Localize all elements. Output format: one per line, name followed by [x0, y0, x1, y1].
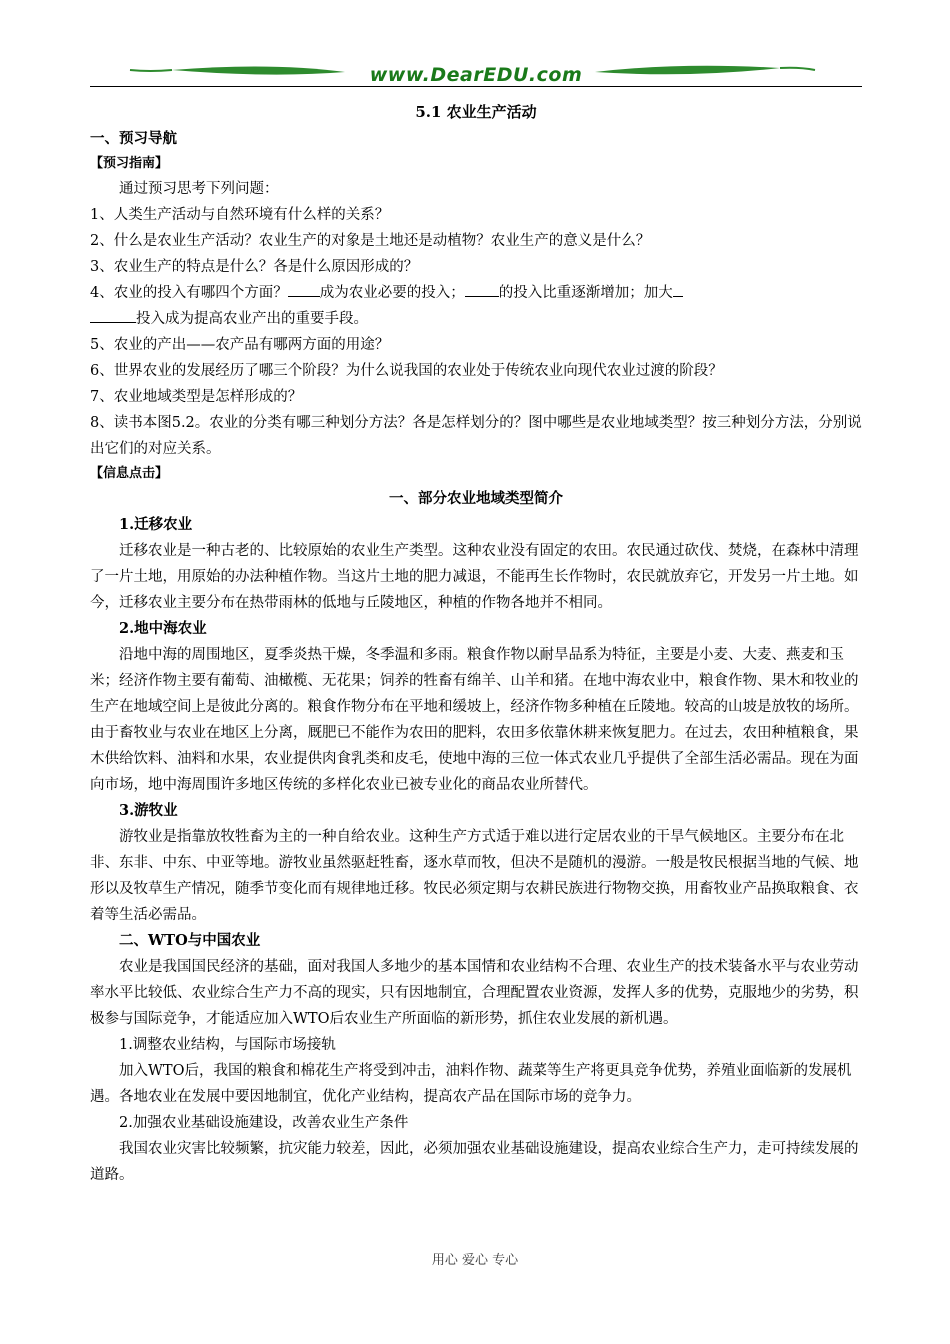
question-4-part-d: 投入成为提高农业产出的重要手段。	[136, 311, 368, 327]
info-heading-2: 二、WTO与中国农业	[119, 932, 261, 949]
wto-point-1-title: 1.调整农业结构，与国际市场接轨	[119, 1037, 336, 1053]
subsection-1-title: 1.迁移农业	[119, 516, 193, 533]
info-click-label: 【信息点击】	[90, 466, 169, 481]
doc-title: 5.1 农业生产活动	[415, 103, 537, 121]
question-5: 5、农业的产出——农产品有哪两方面的用途？	[90, 337, 390, 353]
fill-blank-3b	[90, 308, 136, 323]
question-7: 7、农业地域类型是怎样形成的？	[90, 389, 303, 405]
section1-heading: 一、预习导航	[90, 130, 177, 147]
subsection-2-title: 2.地中海农业	[119, 620, 207, 637]
header-rule	[90, 86, 862, 87]
question-2: 2、什么是农业生产活动？农业生产的对象是土地还是动植物？农业生产的意义是什么？	[90, 233, 651, 249]
subsection-1-text: 迁移农业是一种古老的、比较原始的农业生产类型。这种农业没有固定的农田。农民通过砍伐、焚烧，在森林中清理了一片土地，用原始的办法种植作物。当这片土地的肥力减退，不能再生长作物时，农民就放弃它，开发另一片土地。如今，迁移农业主要分布在热带雨林的低地与丘陵地区，种植的作物各地并不相同。	[90, 543, 859, 611]
subsection-3-title: 3.游牧业	[119, 802, 178, 819]
wto-point-1-text: 加入WTO后，我国的粮食和棉花生产将受到冲击，油料作物、蔬菜等生产将更具竞争优势，养殖业面临新的发展机遇。各地农业在发展中要因地制宜，优化产业结构，提高农产品在国际市场的竞争力。	[90, 1063, 852, 1105]
wto-point-2-text: 我国农业灾害比较频繁，抗灾能力较差，因此，必须加强农业基础设施建设，提高农业综合生产力，走可持续发展的道路。	[90, 1141, 859, 1183]
question-3: 3、农业生产的特点是什么？各是什么原因形成的？	[90, 259, 419, 275]
site-url[interactable]: www.DearEDU.com	[369, 64, 583, 86]
fill-blank-1	[288, 282, 320, 297]
question-4	[90, 280, 862, 332]
question-4-part-b: 成为农业必要的投入；	[319, 285, 465, 301]
fill-blank-2	[465, 282, 499, 297]
question-1: 1、人类生产活动与自然环境有什么样的关系？	[90, 207, 390, 223]
question-6: 6、世界农业的发展经历了哪三个阶段？为什么说我国的农业处于传统农业向现代农业过渡的阶段？	[90, 363, 723, 379]
info-heading-1: 一、部分农业地域类型简介	[389, 490, 563, 507]
intro-text: 通过预习思考下列问题：	[119, 181, 279, 197]
subsection-3-text: 游牧业是指靠放牧牲畜为主的一种自给农业。这种生产方式适于难以进行定居农业的干旱气候地区。主要分布在北非、东非、中东、中亚等地。游牧业虽然驱赶牲畜，逐水草而牧，但决不是随机的漫游。一般是牧民根据当地的气候、地形以及牧草生产情况，随季节变化而有规律地迁移。牧民必须定期与农耕民族进行物物交换，用畜牧业产品换取粮食、衣着等生活必需品。	[90, 829, 859, 923]
preview-guide-label: 【预习指南】	[90, 156, 169, 171]
question-4-part-c: 的投入比重逐渐增加；加大	[498, 285, 673, 301]
document-body	[90, 98, 862, 1188]
question-4-part-a: 4、农业的投入有哪四个方面？	[90, 285, 288, 301]
page-footer: 用心 爱心 专心	[431, 1253, 519, 1268]
question-8: 8、读书本图5.2。农业的分类有哪三种划分方法？各是怎样划分的？图中哪些是农业地域类型？按三种划分方法，分别说出它们的对应关系。	[90, 415, 862, 457]
wto-point-2-title: 2.加强农业基础设施建设，改善农业生产条件	[119, 1115, 409, 1131]
fill-blank-3a	[673, 282, 683, 297]
wto-intro-text: 农业是我国国民经济的基础，面对我国人多地少的基本国情和农业结构不合理、农业生产的技术装备水平与农业劳动率水平比较低、农业综合生产力不高的现实，只有因地制宜，合理配置农业资源，发挥人多的优势，克服地少的劣势，积极参与国际竞争，才能适应加入WTO后农业生产所面临的新形势，抓住农业发展的新机遇。	[90, 959, 859, 1027]
subsection-2-text: 沿地中海的周围地区，夏季炎热干燥，冬季温和多雨。粮食作物以耐旱品系为特征，主要是小麦、大麦、燕麦和玉米；经济作物主要有葡萄、油橄榄、无花果；饲养的牲畜有绵羊、山羊和猪。在地中海农业中，粮食作物、果木和牧业的生产在地域空间上是彼此分离的。粮食作物分布在平地和缓坡上，经济作物多种植在丘陵地。较高的山坡是放牧的场所。由于畜牧业与农业在地区上分离，厩肥已不能作为农田的肥料，农田多依靠休耕来恢复肥力。在过去，农田种植粮食，果木供给饮料、油料和水果，农业提供肉食乳类和皮毛，使地中海的三位一体式农业几乎提供了全部生活必需品。现在为面向市场，地中海周围许多地区传统的多样化农业已被专业化的商品农业所替代。	[90, 647, 859, 793]
